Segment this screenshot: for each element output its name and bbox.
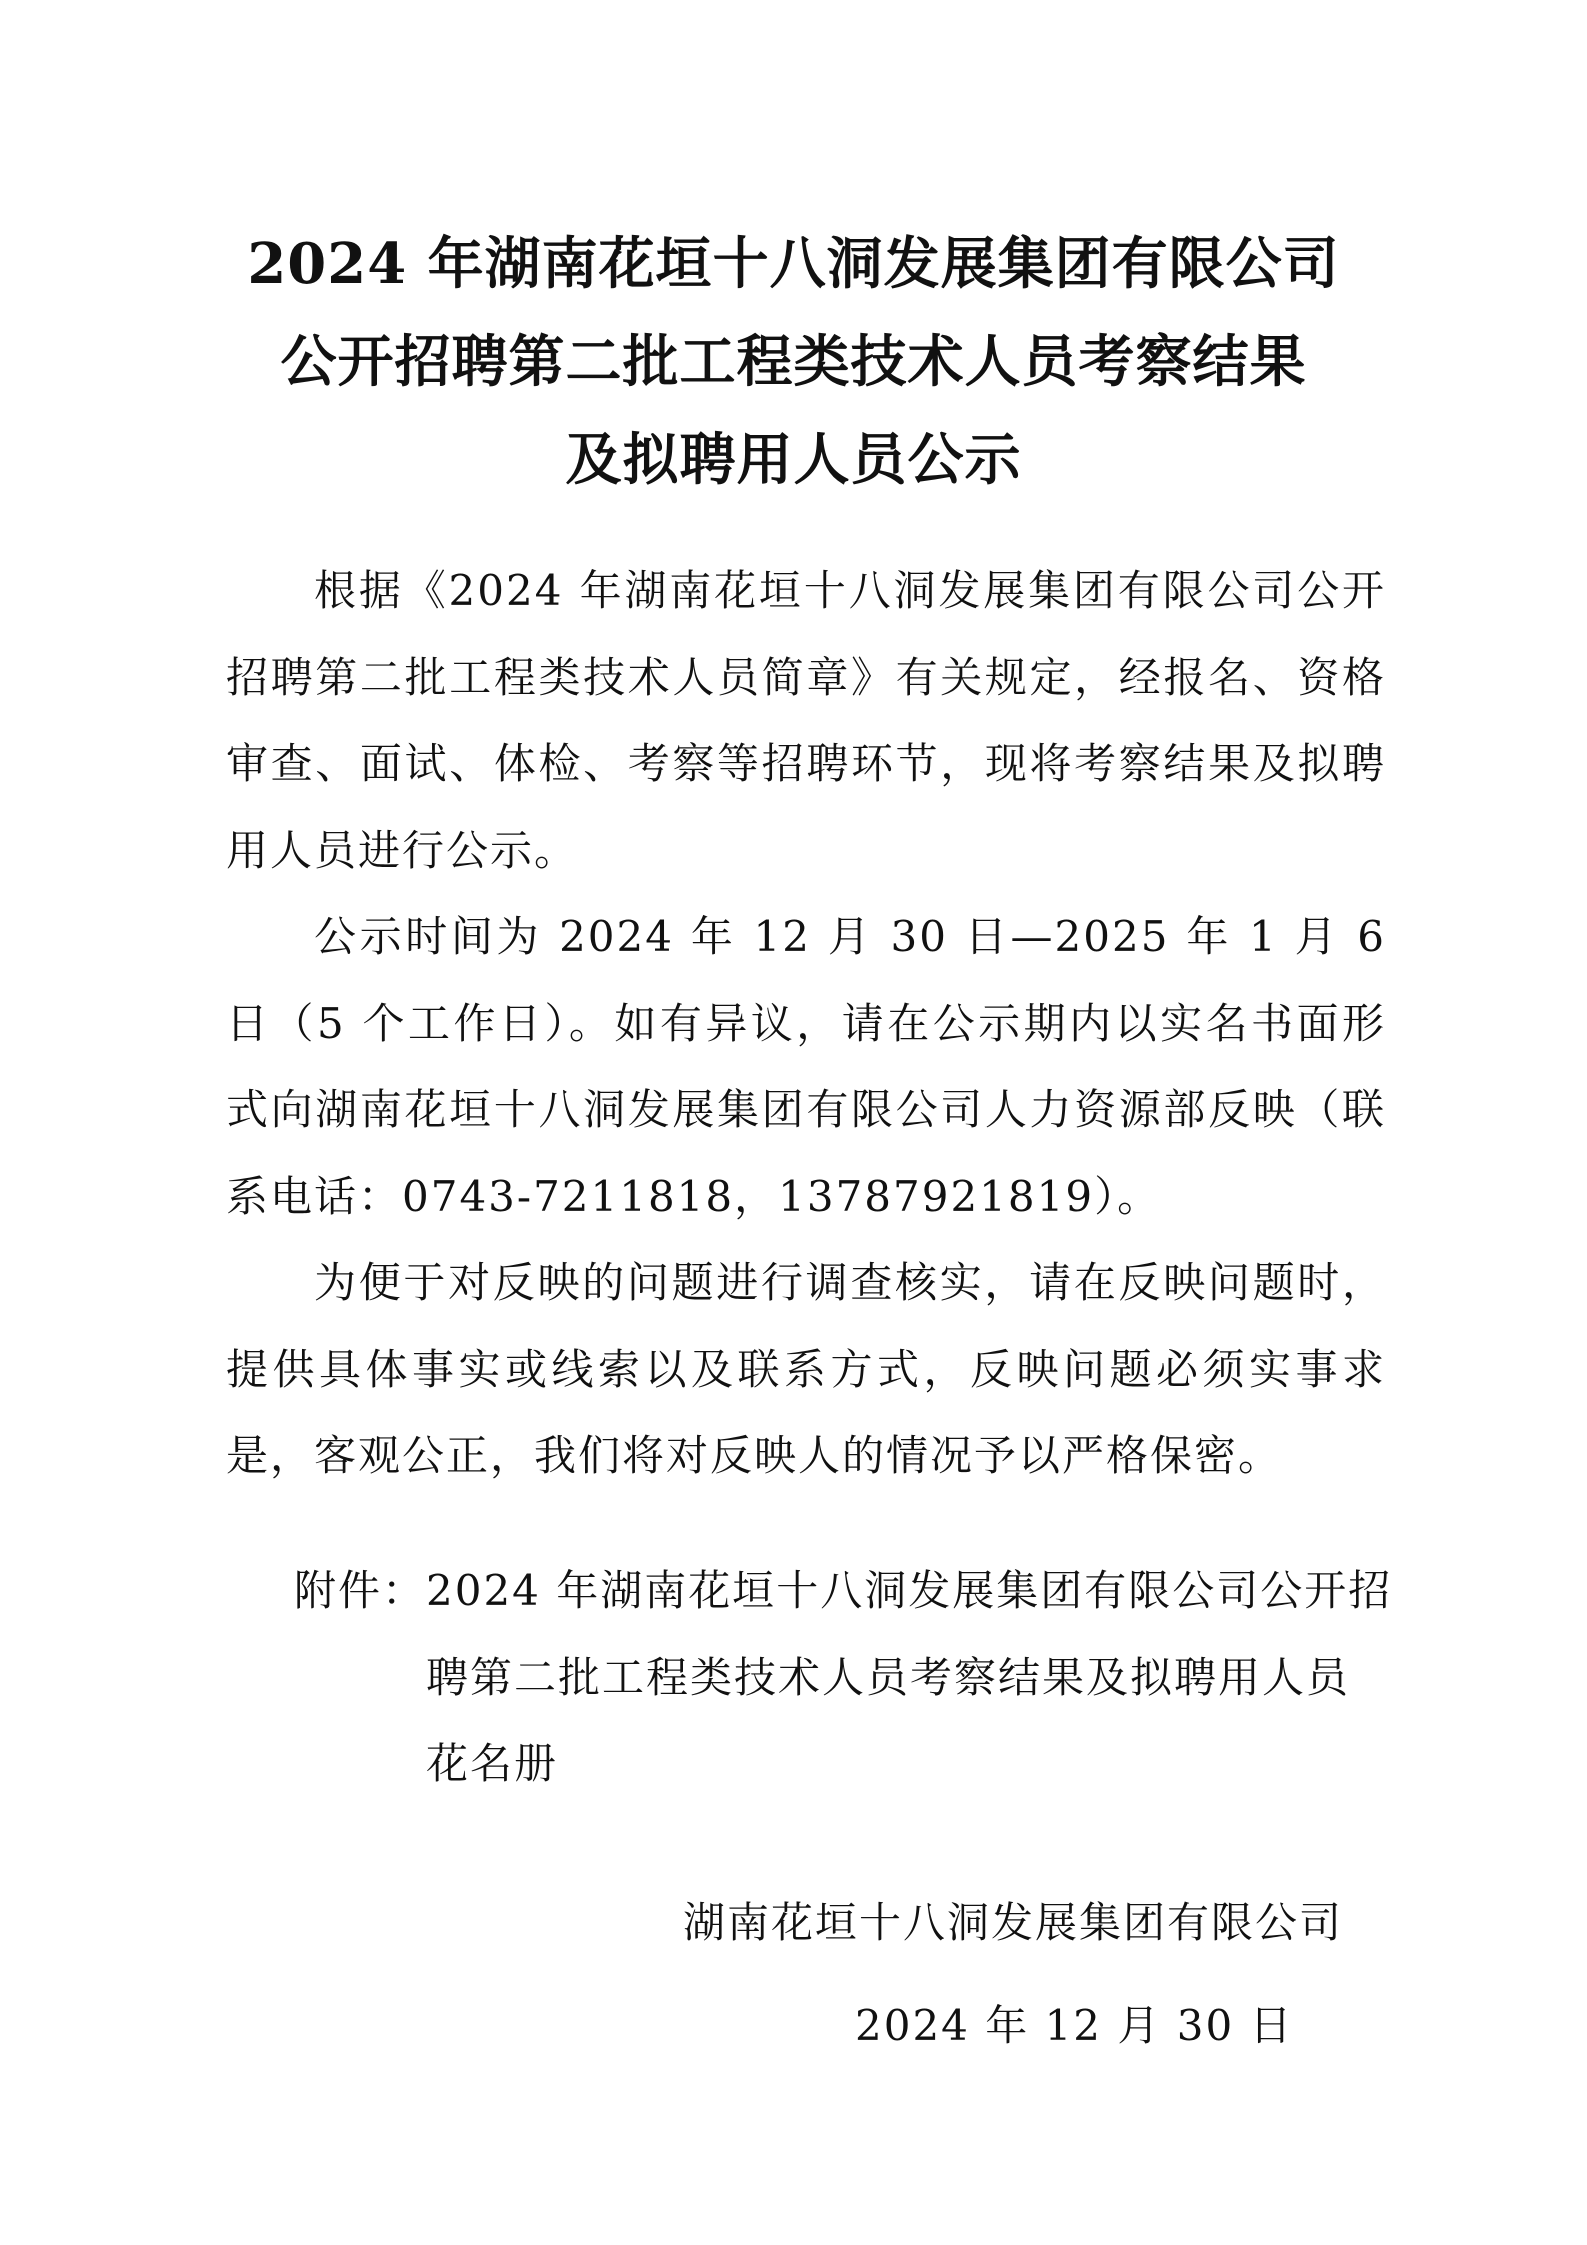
document-body [226,548,1386,1500]
paragraph-confidentiality: 为便于对反映的问题进行调查核实，请在反映问题时，提供具体事实或线索以及联系方式，反映问题必须实事求是，客观公正，我们将对反映人的情况予以严格保密。 [226,1258,1386,1480]
title-line-3: 及拟聘用人员公示 [565,427,1022,493]
paragraph-notice-period: 公示时间为 2024 年 12 月 30 日—2025 年 1 月 6 日（5 个工作日）。如有异议，请在公示期内以实名书面形式向湖南花垣十八洞发展集团有限公司人力资源部反映（联系电话：0743-7211818，13787921819）。 [226,912,1386,1221]
title-line-2: 公开招聘第二批工程类技术人员考察结果 [280,329,1307,395]
attachment-text: 2024 年湖南花垣十八洞发展集团有限公司公开招聘第二批工程类技术人员考察结果及拟聘用人员花名册 [426,1566,1393,1788]
issuer-signature: 湖南花垣十八洞发展集团有限公司 [683,1898,1344,1947]
title-line-1: 2024 年湖南花垣十八洞发展集团有限公司 [247,231,1340,297]
attachment-label: 附件： [294,1566,427,1615]
issue-date: 2024 年 12 月 30 日 [855,2001,1294,2050]
document-title [0,215,1587,509]
attachment-note [294,1548,1394,1808]
paragraph-basis: 根据《2024 年湖南花垣十八洞发展集团有限公司公开招聘第二批工程类技术人员简章》有关规定，经报名、资格审查、面试、体检、考察等招聘环节，现将考察结果及拟聘用人员进行公示。 [226,566,1386,875]
